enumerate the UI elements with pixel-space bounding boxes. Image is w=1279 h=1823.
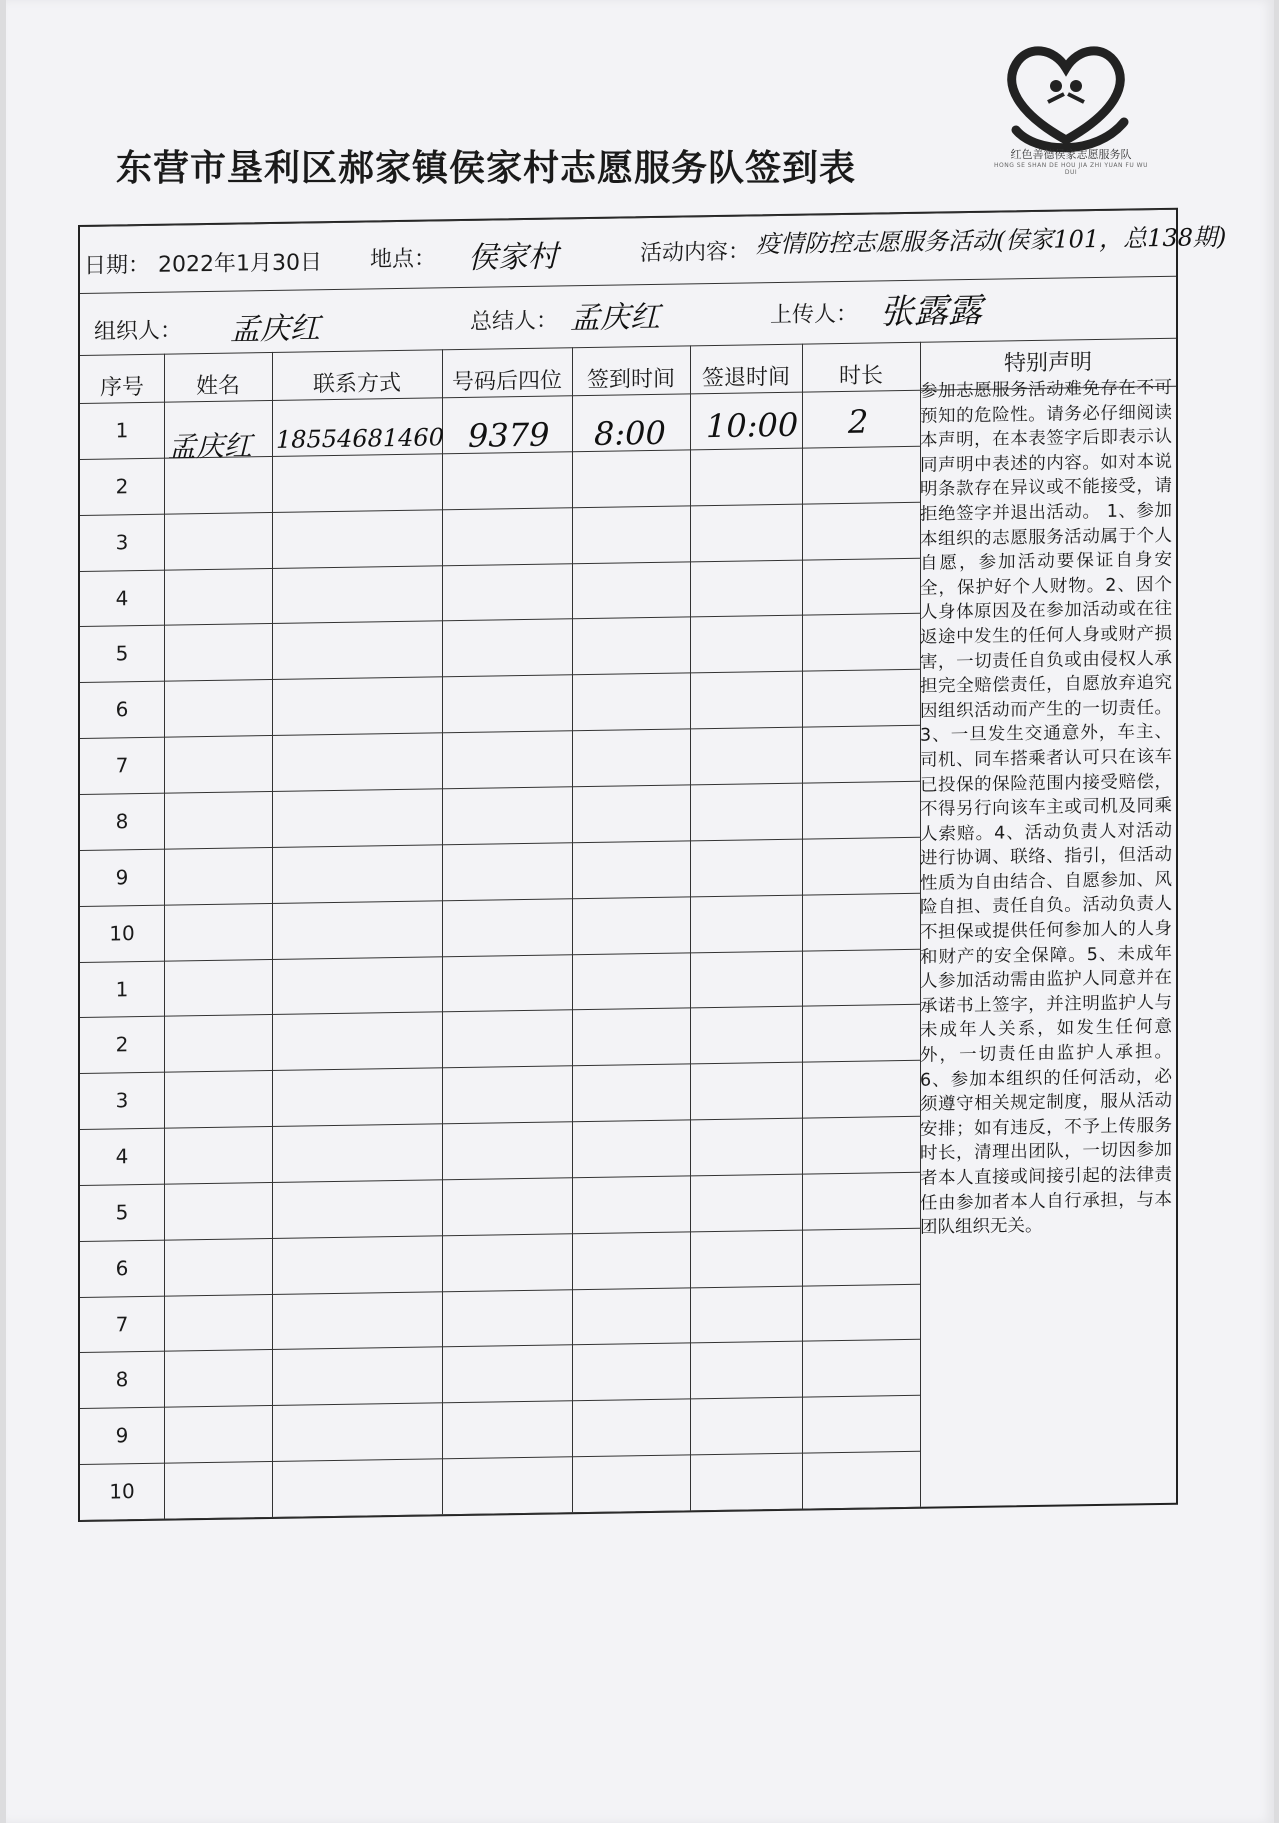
row-number: 8 [115, 809, 129, 834]
row-divider [80, 1395, 920, 1409]
row-number: 10 [109, 1479, 135, 1504]
date-label: 日期： [84, 252, 151, 279]
row-number: 9 [115, 865, 129, 890]
row-divider [80, 1004, 920, 1018]
row-divider [80, 1339, 920, 1353]
date-value: 2022年1月30日 [158, 250, 322, 278]
row1-checkin: 8:00 [594, 413, 666, 453]
row-number: 3 [115, 1088, 129, 1113]
row-number: 5 [115, 641, 129, 666]
col-header-notice: 特别声明 [1003, 350, 1092, 377]
special-notice-text: 参加志愿服务活动难免存在不可预知的危险性。请务必仔细阅读本声明，在本表签字后即表示认同声明中表述的内容。如对本说明条款存在异议或不能接受，请拒绝签字并退出活动。 1、参加本组织的志愿服务活动属于个人自愿，参加活动要保证自身安全，保护好个人财物。2、因个人身体原因及在参加活动或在往返途中发生的任何人身或财产损害，一切责任自负或由侵权人承担完全赔偿责任，自愿放弃追究因组织活动而产生的一切责任。3、一旦发生交通意外，车主、司机、同车搭乘者认可只在该车已投保的保险范围内接受赔偿，不得另行向该车主或司机及同乘人索赔。4、活动负责人对活动进行协调、联络、指引，但活动性质为自由结合、自愿参加、风险自担、责任自负。活动负责人不担保或提供任何参加人的人身和财产的安全保障。5、未成年人参加活动需由监护人同意并在承诺书上签字，并注明监护人与未成年人关系，如发生任何意外，一切责任由监护人承担。6、参加本组织的任何活动，必须遵守相关规定制度，服从活动安排；如有违反，不予上传服务时长，清理出团队，一切因参加者本人直接或间接引起的法律责任由参加者本人自行承担，与本团队组织无关。 [920, 377, 1172, 1238]
row-divider [80, 1228, 920, 1242]
row1-hours: 2 [848, 402, 869, 441]
summarizer-value: 孟庆红 [570, 299, 660, 337]
row-divider [80, 501, 920, 515]
organizer-value: 孟庆红 [230, 311, 320, 348]
activity-value: 疫情防控志愿服务活动(侯家101，总138期) [756, 222, 1227, 259]
row-number: 6 [115, 1255, 129, 1281]
row-number: 10 [109, 920, 135, 946]
row-divider [80, 1283, 920, 1297]
logo-subtitle: HONG SE SHAN DE HOU JIA ZHI YUAN FU WU DUI [994, 162, 1148, 176]
col-header-phone: 联系方式 [312, 370, 401, 398]
col-header-name: 姓名 [195, 373, 240, 400]
row-divider [80, 948, 920, 962]
row1-name: 孟庆红 [168, 429, 253, 464]
row-number: 2 [115, 1032, 129, 1057]
col-header-checkout: 签退时间 [701, 364, 790, 392]
col-header-last4: 号码后四位 [451, 368, 562, 396]
row-number: 7 [115, 1311, 129, 1337]
row-divider [80, 1172, 920, 1186]
form-title: 东营市垦利区郝家镇侯家村志愿服务队签到表 [116, 148, 857, 189]
paper-sheet [6, 0, 1274, 1823]
organizer-label: 组织人： [94, 318, 183, 345]
row-number: 1 [115, 976, 129, 1001]
row-divider [80, 1116, 920, 1130]
row-divider [80, 557, 920, 571]
row-number: 8 [115, 1367, 129, 1392]
row-number: 1 [115, 418, 129, 443]
row1-last4: 9379 [468, 415, 550, 455]
row-number: 3 [115, 529, 129, 555]
row1-checkout: 10:00 [706, 405, 799, 446]
row-number: 6 [115, 697, 129, 722]
place-value: 侯家村 [468, 239, 558, 276]
row-divider [80, 1060, 920, 1074]
row-divider [80, 613, 920, 627]
signin-form [78, 208, 1227, 1522]
row-number: 5 [115, 1200, 129, 1225]
row-number: 7 [115, 753, 129, 778]
row-divider [80, 725, 920, 739]
row-divider [80, 1507, 920, 1521]
uploader-label: 上传人： [770, 301, 859, 329]
row-divider [80, 1451, 920, 1465]
row-number: 2 [115, 474, 129, 499]
row-divider [80, 781, 920, 795]
row-number: 4 [115, 1144, 129, 1169]
col-header-no: 序号 [99, 374, 144, 401]
row-number: 4 [115, 585, 129, 610]
uploader-value: 张露露 [880, 290, 982, 333]
row-number: 9 [115, 1423, 129, 1448]
row1-phone: 18554681460 [276, 423, 444, 454]
activity-label: 活动内容： [640, 239, 751, 267]
row-divider [80, 837, 920, 851]
col-header-checkin: 签到时间 [586, 366, 675, 394]
row-divider [80, 892, 920, 906]
summarizer-label: 总结人： [470, 308, 559, 335]
logo-caption: 红色善德侯家志愿服务队 [1010, 148, 1132, 161]
col-header-hours: 时长 [838, 363, 883, 390]
row-divider [80, 669, 920, 683]
place-label: 地点： [370, 246, 437, 273]
